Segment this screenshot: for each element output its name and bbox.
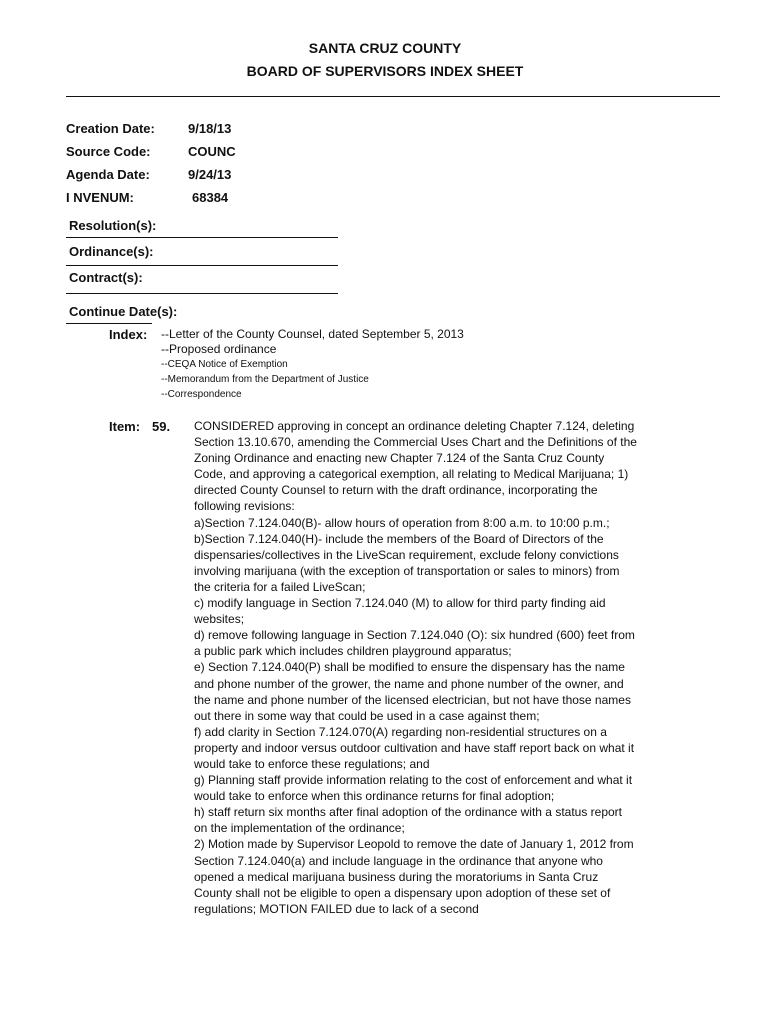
- invenum-value: 68384: [192, 190, 229, 205]
- index-entry: --Memorandum from the Department of Justice: [161, 374, 369, 385]
- ordinances-label: Ordinance(s):: [69, 244, 154, 259]
- document-title: SANTA CRUZ COUNTY: [308, 40, 462, 56]
- item-line: Section 7.124.040(a) and include language in the ordinance that anyone who: [194, 853, 603, 868]
- contracts-rule: [66, 293, 338, 294]
- item-line: directed County Counsel to return with the draft ordinance, incorporating the: [194, 483, 598, 498]
- item-line: h) staff return six months after final adoption of the ordinance with a status report: [194, 805, 623, 820]
- item-line: Section 13.10.670, amending the Commercial Uses Chart and the Definitions of the: [194, 435, 637, 450]
- item-body: [194, 418, 710, 917]
- document-subtitle: BOARD OF SUPERVISORS INDEX SHEET: [246, 63, 524, 79]
- item-line: and phone number of the grower, the name and phone number of the owner, and: [194, 676, 624, 691]
- item-line: e) Section 7.124.040(P) shall be modified to ensure the dispensary has the name: [194, 660, 625, 675]
- item-line: websites;: [194, 612, 245, 627]
- item-line: Zoning Ordinance and enacting new Chapter 7.124 of the Santa Cruz County: [194, 451, 605, 466]
- item-line: property and indoor versus outdoor cultivation and have staff report back on what it: [194, 740, 635, 755]
- index-entry: --CEQA Notice of Exemption: [161, 359, 288, 370]
- item-line: opened a medical marijuana business during the moratoriums in Santa Cruz: [194, 869, 599, 884]
- item-line: on the implementation of the ordinance;: [194, 821, 405, 836]
- item-line: 2) Motion made by Supervisor Leopold to remove the date of January 1, 2012 from: [194, 837, 634, 852]
- item-line: involving marijuana (with the exception of transportation or sales to minors) from: [194, 563, 620, 578]
- item-line: a public park which includes children playground apparatus;: [194, 644, 512, 659]
- creation-date-label: Creation Date:: [66, 121, 155, 136]
- index-entry: --Correspondence: [161, 389, 242, 400]
- agenda-date-label: Agenda Date:: [66, 167, 150, 182]
- item-line: the criteria for a failed LiveScan;: [194, 579, 366, 594]
- item-line: g) Planning staff provide information relating to the cost of enforcement and what it: [194, 773, 633, 788]
- item-number: 59.: [152, 419, 171, 434]
- continue-dates-label: Continue Date(s):: [69, 304, 178, 319]
- item-line: f) add clarity in Section 7.124.070(A) regarding non-residential structures on a: [194, 724, 607, 739]
- item-line: b)Section 7.124.040(H)- include the members of the Board of Directors of the: [194, 531, 604, 546]
- resolutions-label: Resolution(s):: [69, 218, 157, 233]
- item-line: dispensaries/collectives in the LiveScan requirement, exclude felony convictions: [194, 547, 619, 562]
- item-line: Code, and approving a categorical exemption, all relating to Medical Marijuana; 1): [194, 467, 629, 482]
- source-code-label: Source Code:: [66, 144, 151, 159]
- index-label: Index:: [109, 327, 148, 342]
- item-line: c) modify language in Section 7.124.040 (M) to allow for third party finding aid: [194, 596, 606, 611]
- index-entry: --Letter of the County Counsel, dated September 5, 2013: [161, 327, 464, 341]
- item-label: Item:: [109, 419, 141, 434]
- index-entry: --Proposed ordinance: [161, 342, 277, 356]
- contracts-label: Contract(s):: [69, 270, 143, 285]
- resolutions-rule: [66, 237, 338, 238]
- item-line: County shall not be eligible to open a dispensary upon adoption of these set of: [194, 885, 611, 900]
- creation-date-value: 9/18/13: [188, 121, 232, 136]
- item-line: the name and phone number of the licensed electrician, but not have those names: [194, 692, 631, 707]
- source-code-value: COUNC: [188, 144, 236, 159]
- item-line: following revisions:: [194, 499, 295, 514]
- item-line: would take to enforce when this ordinance returns for final adoption;: [194, 789, 555, 804]
- item-line: would take to enforce these regulations; and: [194, 756, 430, 771]
- item-line: CONSIDERED approving in concept an ordinance deleting Chapter 7.124, deleting: [194, 419, 635, 433]
- continue-dates-rule: [66, 323, 152, 324]
- item-line: a)Section 7.124.040(B)- allow hours of operation from 8:00 a.m. to 10:00 p.m.;: [194, 515, 610, 530]
- agenda-date-value: 9/24/13: [188, 167, 232, 182]
- item-line: d) remove following language in Section 7.124.040 (O): six hundred (600) feet from: [194, 628, 635, 643]
- item-line: regulations; MOTION FAILED due to lack of a second: [194, 901, 479, 916]
- ordinances-rule: [66, 265, 338, 266]
- header-divider: [66, 96, 720, 97]
- index-list: [161, 327, 464, 402]
- invenum-label: I NVENUM:: [66, 190, 134, 205]
- item-line: out there in some way that could be used in a case against them;: [194, 708, 540, 723]
